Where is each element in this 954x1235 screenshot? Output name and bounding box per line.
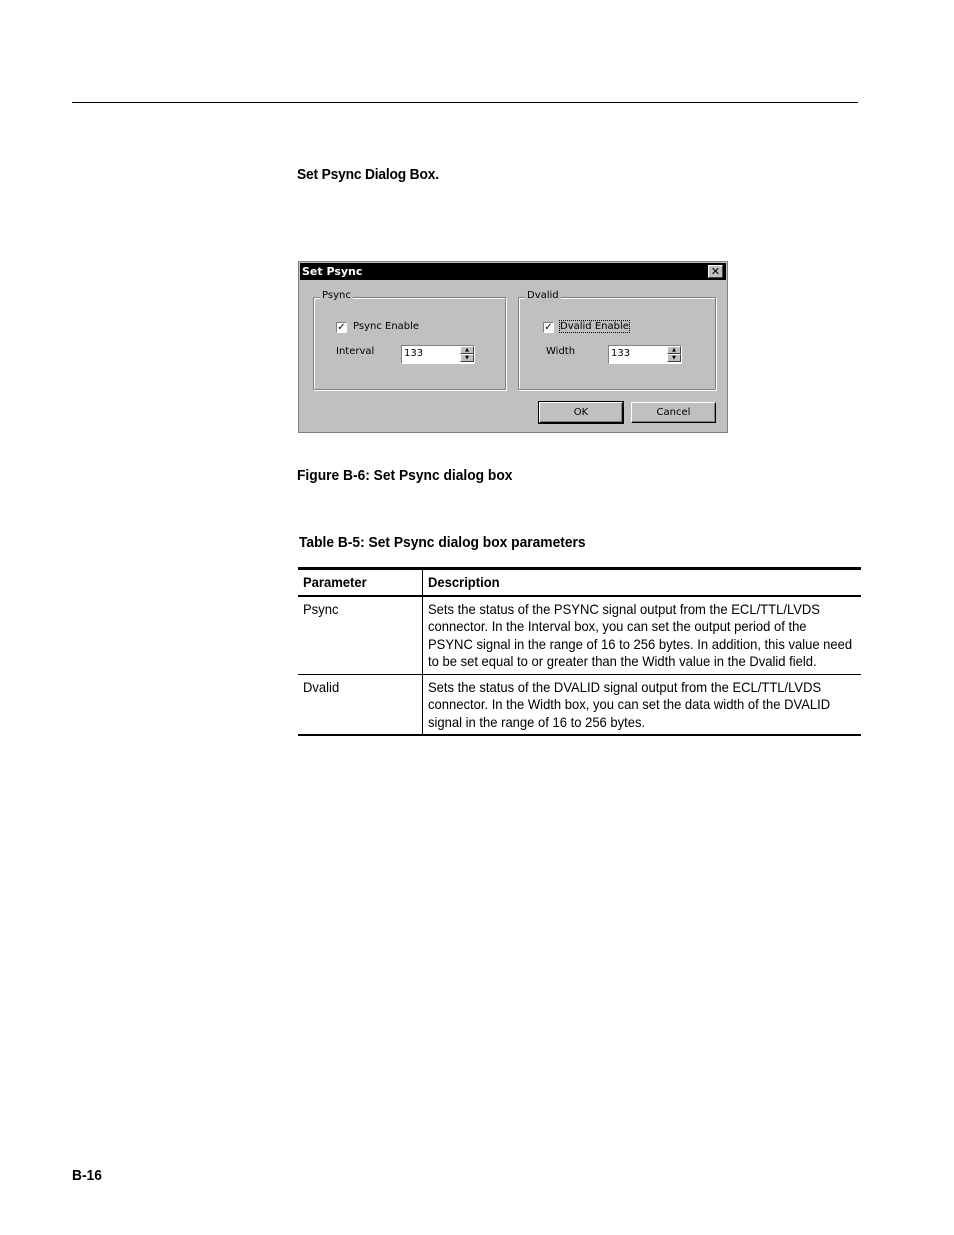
width-spin-down-button[interactable]: ▼: [667, 354, 681, 362]
interval-label: Interval: [336, 346, 375, 357]
interval-value: 133: [404, 348, 424, 359]
dialog-title-bar: [300, 263, 726, 280]
header-rule: [72, 102, 858, 103]
table-row: [298, 674, 861, 735]
table-caption: Table B-5: Set Psync dialog box parameters: [299, 534, 586, 551]
parameter-cell: Dvalid: [298, 674, 423, 735]
interval-spin-up-button[interactable]: ▲: [460, 346, 474, 354]
parameters-table: [298, 567, 861, 736]
psync-group-label: Psync: [322, 290, 351, 301]
table-row: [298, 596, 861, 675]
column-header-parameter: Parameter: [298, 569, 423, 596]
table-header-row: [298, 569, 861, 596]
width-spinbox[interactable]: [608, 345, 682, 364]
dvalid-group-label: Dvalid: [527, 290, 559, 301]
close-icon[interactable]: ✕: [708, 265, 723, 278]
dvalid-enable-checkbox[interactable]: ✓: [544, 322, 553, 333]
section-heading: Set Psync Dialog Box.: [297, 166, 439, 183]
interval-spin-down-button[interactable]: ▼: [460, 354, 474, 362]
psync-enable-checkbox[interactable]: ✓: [337, 322, 346, 333]
ok-button[interactable]: OK: [539, 402, 623, 423]
column-header-description: Description: [428, 574, 500, 590]
page-number: B-16: [72, 1167, 102, 1184]
interval-spinbox[interactable]: [401, 345, 475, 364]
psync-group: [313, 290, 506, 390]
parameter-cell: Psync: [298, 596, 423, 675]
width-spin-up-button[interactable]: ▲: [667, 346, 681, 354]
dialog-title: Set Psync: [302, 265, 363, 278]
set-psync-dialog: [298, 261, 728, 433]
psync-enable-label: Psync Enable: [353, 321, 420, 332]
width-label: Width: [546, 346, 576, 357]
figure-caption: Figure B-6: Set Psync dialog box: [297, 467, 513, 484]
dvalid-enable-label: Dvalid Enable: [560, 321, 629, 332]
cancel-button[interactable]: Cancel: [631, 402, 716, 423]
width-value: 133: [611, 348, 631, 359]
description-cell: Sets the status of the DVALID signal output from the ECL/TTL/LVDS connector. In the Width box, you can set the data width of the DVALID signal in the range of 16 to 256 bytes.: [428, 678, 831, 730]
description-cell: Sets the status of the PSYNC signal output from the ECL/TTL/LVDS connector. In the Interval box, you can set the output period of the PSYNC signal in the range of 16 to 256 bytes. In addition, this value need to be set equal to or greater than the Width value in the Dvalid field.: [428, 600, 853, 669]
dvalid-group: [518, 290, 716, 390]
